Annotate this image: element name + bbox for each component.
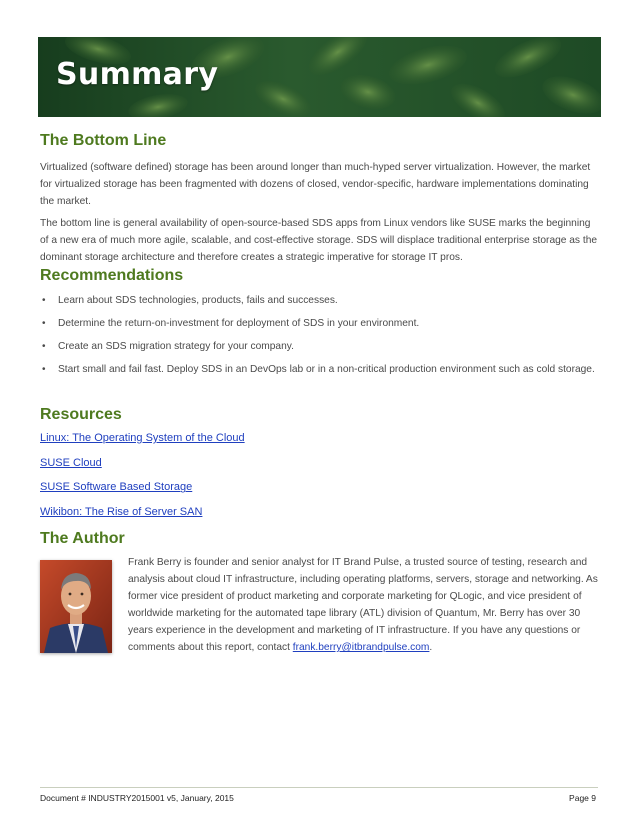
bullet-icon: • bbox=[42, 295, 46, 306]
footer-page-number: Page 9 bbox=[569, 793, 596, 803]
resources-heading: Resources bbox=[40, 406, 122, 423]
footer-divider bbox=[40, 787, 598, 788]
banner-title: Summary bbox=[56, 57, 219, 92]
bullet-icon: • bbox=[42, 341, 46, 352]
recommendations-heading: Recommendations bbox=[40, 267, 184, 284]
author-bio: Frank Berry is founder and senior analyst for IT Brand Pulse, a trusted source of testing, research and analysis about cloud IT infrastructure, including operating platforms, servers, storage and networking. As former vice president of product marketing and corporate marketing for QLogic, and vice president of worldwide marketing for the automated tape library (ATL) division of Quantum, Mr. Berry has over 30 years experience in the development and marketing of IT infrastructure. If you have any questions or comments about this report, contact frank.berry@itbrandpulse.com. bbox=[128, 557, 598, 653]
summary-banner bbox=[38, 37, 601, 117]
list-item: • Determine the return-on-investment for deployment of SDS in your environment. bbox=[40, 315, 598, 332]
bottom-line-paragraph-2: The bottom line is general availability of open-source-based SDS apps from Linux vendors like SUSE marks the beginning of a new era of much more agile, scalable, and cost-effective storage. SDS will displace traditional enterprise storage as the dominant storage architecture and therefore creates a strategic imperative for storage IT pros. bbox=[40, 218, 598, 263]
recommendations-list bbox=[40, 292, 598, 384]
footer-document-number: Document # INDUSTRY2015001 v5, January, 2015 bbox=[40, 793, 234, 803]
resources-links bbox=[40, 431, 245, 530]
list-item: • Start small and fail fast. Deploy SDS in an DevOps lab or in a non-critical production environment such as cold storage. bbox=[40, 361, 598, 378]
list-item: • Create an SDS migration strategy for your company. bbox=[40, 338, 598, 355]
author-photo bbox=[40, 560, 112, 653]
bullet-icon: • bbox=[42, 364, 46, 375]
link-linux-os-cloud[interactable]: Linux: The Operating System of the Cloud bbox=[40, 432, 245, 444]
link-suse-cloud[interactable]: SUSE Cloud bbox=[40, 456, 102, 469]
author-email-link[interactable]: frank.berry@itbrandpulse.com bbox=[292, 642, 430, 653]
list-item: • Learn about SDS technologies, products, fails and successes. bbox=[40, 292, 598, 309]
bottom-line-heading: The Bottom Line bbox=[40, 132, 167, 149]
author-heading: The Author bbox=[40, 530, 125, 547]
bullet-icon: • bbox=[42, 318, 46, 329]
bottom-line-paragraph-1: Virtualized (software defined) storage has been around longer than much-hyped server virtualization. However, the market for virtualized storage has been fragmented with dozens of closed, vendor-specific, hardware implementations dominating the market. bbox=[40, 162, 591, 207]
link-wikibon-server-san[interactable]: Wikibon: The Rise of Server SAN bbox=[40, 506, 203, 519]
link-suse-software-based-storage[interactable]: SUSE Software Based Storage bbox=[40, 481, 193, 494]
